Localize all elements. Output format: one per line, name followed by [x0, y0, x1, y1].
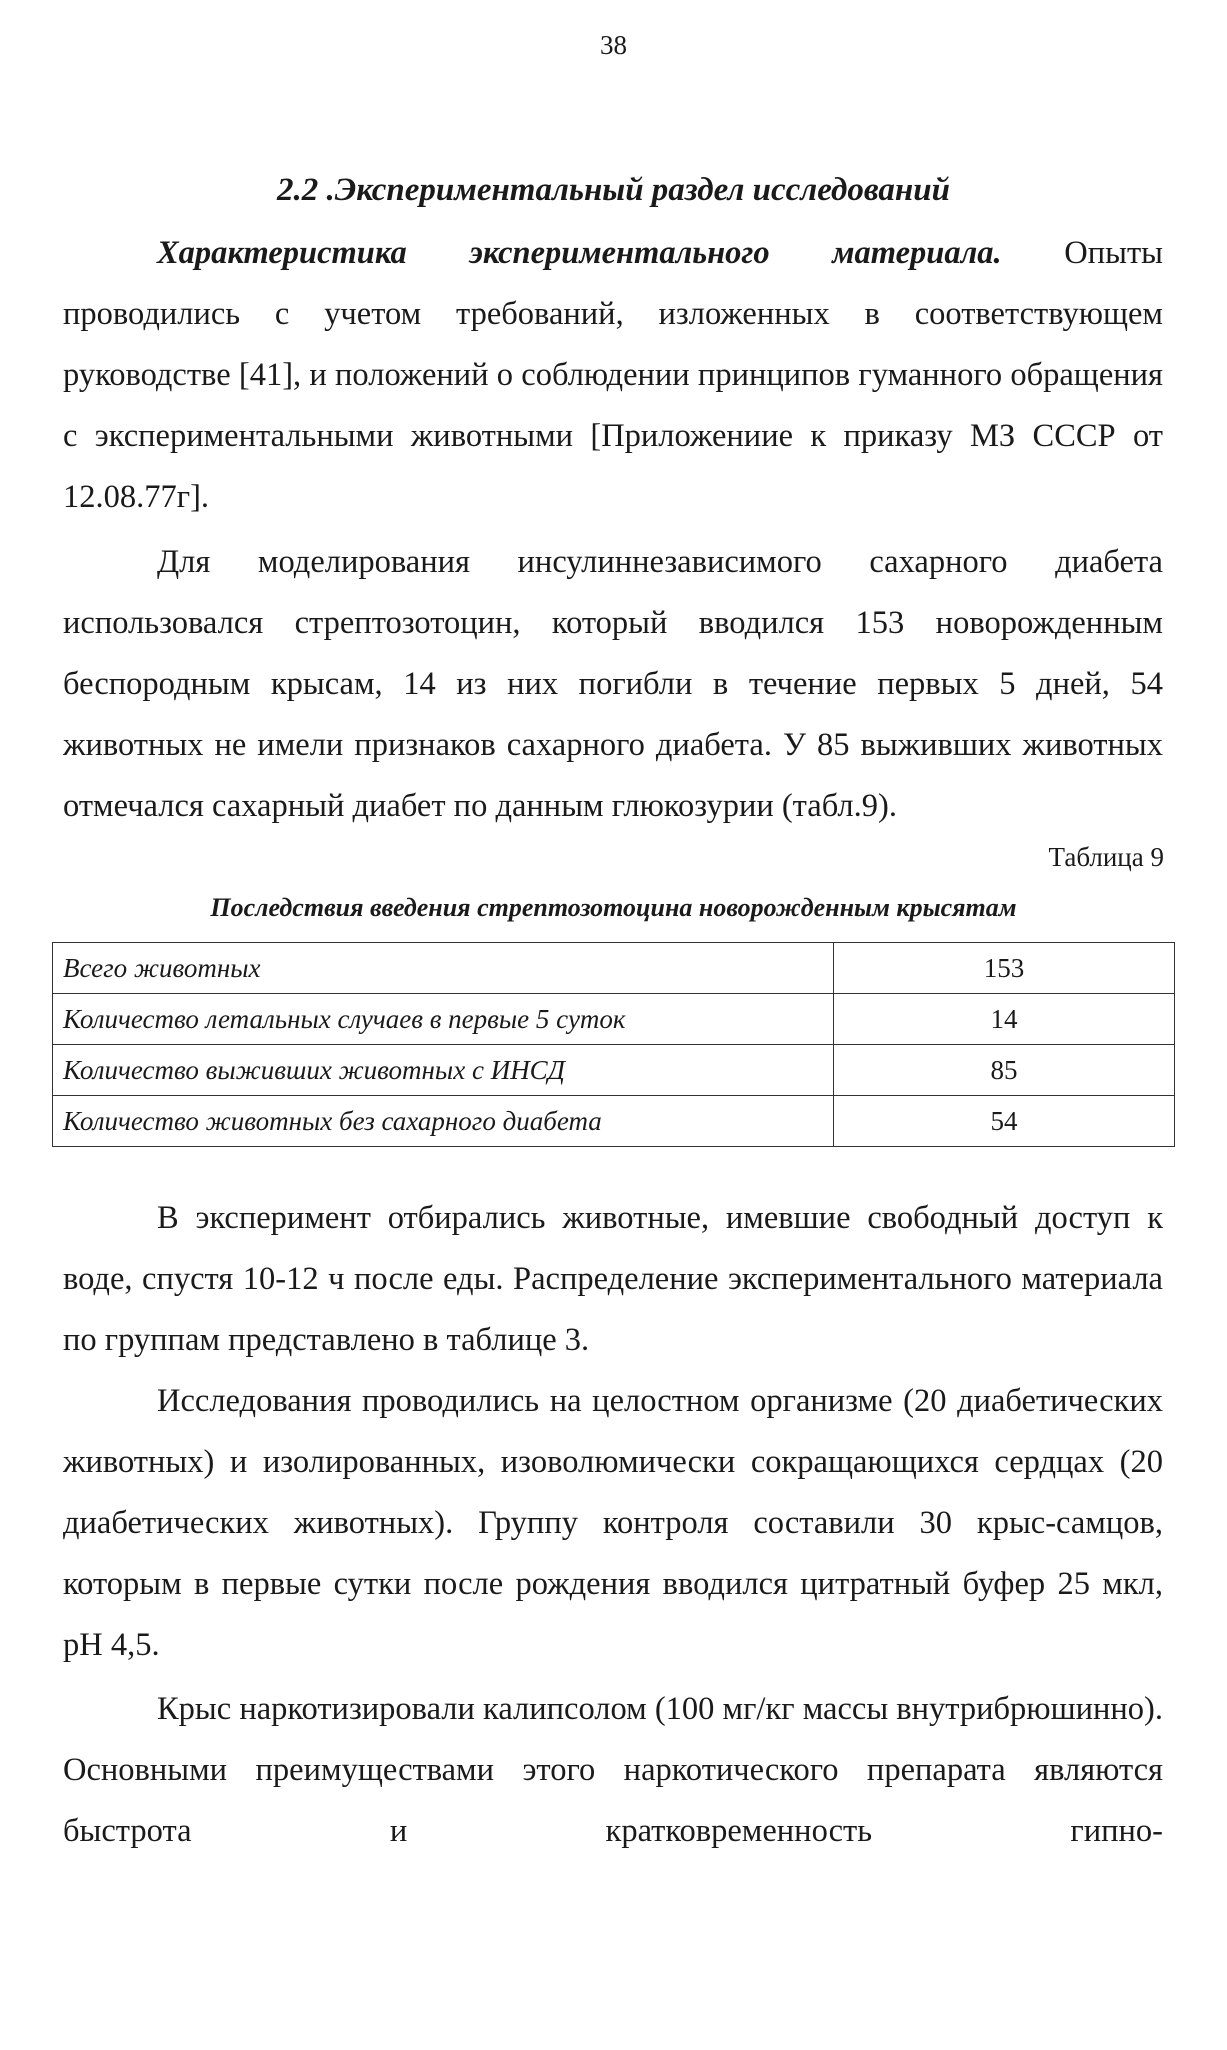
paragraph-4 [63, 1371, 1163, 1676]
data-table [52, 942, 1175, 1147]
table-cell-name: Количество животных без сахарного диабета [53, 1096, 834, 1147]
table-row [53, 943, 1175, 994]
paragraph-1-lead: Характеристика экспериментального материала. [157, 235, 1002, 271]
paragraph-1 [63, 223, 1163, 528]
table-label: Таблица 9 [1048, 842, 1164, 872]
table-cell-value: 14 [834, 994, 1175, 1045]
table-cell-value: 153 [834, 943, 1175, 994]
table-row [53, 1096, 1175, 1147]
paragraph-2-text: Для моделирования инсулиннезависимого сахарного диабета использовался стрептозотоцин, который вводился 153 новорожденным беспородным крысам, 14 из них погибли в течение первых 5 дней, 54 животных не имели признаков сахарного диабета. У 85 выживших животных отмечался сахарный диабет по данным глюкозурии (табл.9). [63, 544, 1163, 824]
paragraph-4-text: Исследования проводились на целостном организме (20 диабетических животных) и изолированных, изоволюмически сокращающихся сердцах (20 диабетических животных). Группу контроля составили 30 крыс-самцов, которым в первые сутки после рождения вводился цитратный буфер 25 мкл, рН 4,5. [63, 1383, 1163, 1663]
table-cell-value: 85 [834, 1045, 1175, 1096]
table-cell-value: 54 [834, 1096, 1175, 1147]
table-row [53, 1045, 1175, 1096]
table-cell-name: Количество летальных случаев в первые 5 суток [53, 994, 834, 1045]
table-cell-name: Количество выживших животных с ИНСД [53, 1045, 834, 1096]
section-heading: 2.2 .Экспериментальный раздел исследований [277, 172, 950, 208]
paragraph-3 [63, 1188, 1163, 1371]
paragraph-2 [63, 532, 1163, 837]
paragraph-5-text: Крыс наркотизировали калипсолом (100 мг/кг массы внутрибрюшинно). Основными преимуществами этого наркотического препарата являются быстрота и кратковременность гипно- [63, 1691, 1163, 1849]
table-title: Последствия введения стрептозотоцина новорожденным крысятам [210, 893, 1017, 922]
table-cell-name: Всего животных [53, 943, 834, 994]
table-row [53, 994, 1175, 1045]
paragraph-5 [63, 1679, 1163, 1862]
page-number: 38 [600, 30, 627, 60]
paragraph-1-text: Опыты проводились с учетом требований, изложенных в соответствующем руководстве [41], и положений о соблюдении принципов гуманного обращения с экспериментальными животными [Приложениие к приказу МЗ СССР от 12.08.77г]. [63, 235, 1163, 515]
paragraph-3-text: В эксперимент отбирались животные, имевшие свободный доступ к воде, спустя 10-12 ч после еды. Распределение экспериментального материала по группам представлено в таблице 3. [63, 1200, 1163, 1358]
